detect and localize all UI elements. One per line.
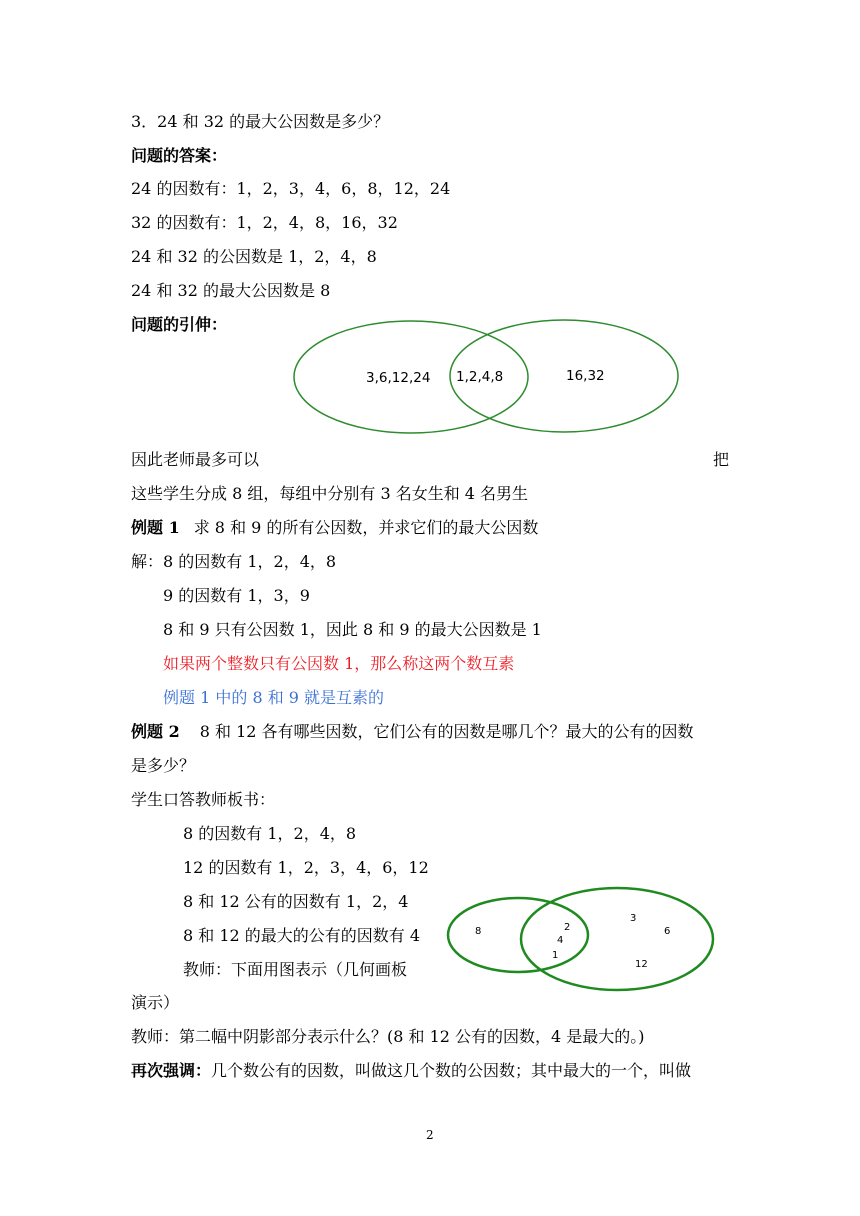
factors-12: 12 的因数有 1，2，3，4，6，12 xyxy=(183,858,429,877)
venn-diagram-8-12 xyxy=(448,890,720,994)
example-2-continued: 是多少？ xyxy=(131,756,196,775)
groups-text: 这些学生分成 8 组，每组中分别有 3 名女生和 4 名男生 xyxy=(131,484,529,503)
solution-line-3: 8 和 9 只有公因数 1，因此 8 和 9 的最大公因数是 1 xyxy=(163,620,542,639)
venn-middle-label: 1,2,4,8 xyxy=(456,369,504,385)
greatest-common-factor: 24 和 32 的最大公因数是 8 xyxy=(131,281,331,300)
factors-8: 8 的因数有 1，2，4，8 xyxy=(183,824,357,843)
therefore-text: 因此老师最多可以 xyxy=(131,450,260,469)
venn-circle-12 xyxy=(521,888,713,990)
oral-answer-text: 学生口答教师板书： xyxy=(131,790,276,809)
emphasis-text: 几个数公有的因数，叫做这几个数的公因数；其中最大的一个，叫做 xyxy=(211,1061,692,1080)
teacher-question: 教师：第二幅中阴影部分表示什么？(8 和 12 公有的因数，4 是最大的。) xyxy=(131,1027,645,1046)
question-3: 3．24 和 32 的最大公因数是多少？ xyxy=(131,112,390,131)
factors-24: 24 的因数有：1，2，3，4，6，8，12，24 xyxy=(131,179,451,198)
solution-line-2: 9 的因数有 1，3，9 xyxy=(163,586,310,605)
venn-circle-8 xyxy=(448,898,588,972)
emphasis-label: 再次强调： xyxy=(131,1061,212,1080)
teacher-text: 教师：下面用图表示（几何画板 xyxy=(183,960,408,979)
venn-left-label: 3,6,12,24 xyxy=(366,370,431,386)
example-1-text: 求 8 和 9 的所有公因数，并求它们的最大公因数 xyxy=(193,518,539,537)
example-1-label: 例题 1 xyxy=(131,518,180,537)
venn2-right-mid: 6 xyxy=(664,926,671,937)
venn2-common-bot: 1 xyxy=(552,950,559,961)
venn2-common-top: 2 xyxy=(564,922,571,933)
example-1 xyxy=(131,518,538,538)
venn2-left-label: 8 xyxy=(475,926,482,937)
page-number: 2 xyxy=(426,1128,434,1142)
answer-heading: 问题的答案： xyxy=(131,146,228,165)
teacher-text-end: 演示） xyxy=(131,993,180,1012)
factors-32: 32 的因数有：1，2，4，8，16，32 xyxy=(131,213,398,232)
emphasis-line xyxy=(131,1061,691,1081)
venn-diagram-24-32 xyxy=(290,318,682,440)
example-2-text: 8 和 12 各有哪些因数，它们公有的因数是哪几个？最大的公有的因数 xyxy=(199,722,694,741)
therefore-text-end: 把 xyxy=(713,450,730,469)
coprime-example: 例题 1 中的 8 和 9 就是互素的 xyxy=(163,688,385,707)
venn-right-label: 16,32 xyxy=(566,368,605,384)
greatest-common-8-12: 8 和 12 的最大的公有的因数有 4 xyxy=(183,926,421,945)
venn2-right-top: 3 xyxy=(630,913,637,924)
common-factors: 24 和 32 的公因数是 1，2，4，8 xyxy=(131,247,377,266)
example-2-label: 例题 2 xyxy=(131,722,180,741)
solution-line-1: 解：8 的因数有 1，2，4，8 xyxy=(131,552,337,571)
extension-heading: 问题的引伸： xyxy=(131,315,228,334)
common-factors-8-12: 8 和 12 公有的因数有 1，2，4 xyxy=(183,892,409,911)
example-2 xyxy=(131,722,694,742)
venn2-right-bot: 12 xyxy=(635,959,648,970)
venn2-common-mid: 4 xyxy=(557,935,564,946)
coprime-definition: 如果两个整数只有公因数 1，那么称这两个数互素 xyxy=(163,654,515,673)
